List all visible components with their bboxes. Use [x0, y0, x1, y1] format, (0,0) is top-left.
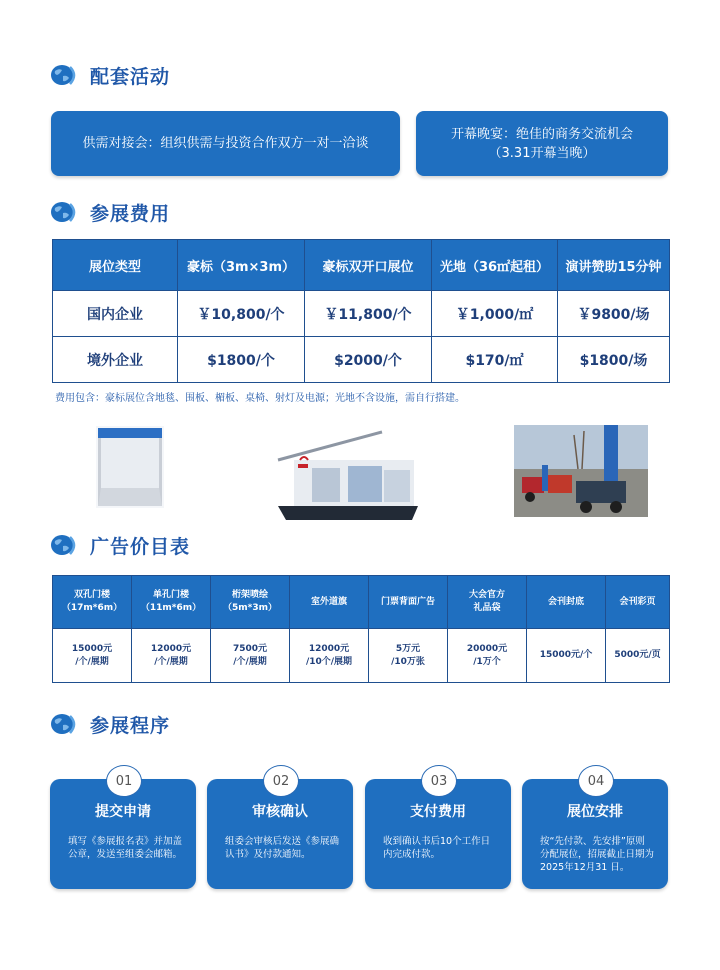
- table-header-cell: 室外道旗: [290, 576, 369, 629]
- table-header-cell: 光地（36㎡起租）: [432, 240, 558, 291]
- table-header-cell: 门票背面广告: [369, 576, 448, 629]
- table-cell: $1800/场: [558, 337, 670, 383]
- table-cell: 5000元/页: [606, 629, 670, 683]
- section-title: 广告价目表: [90, 535, 191, 558]
- table-cell: ￥11,800/个: [305, 291, 432, 337]
- table-cell: [211, 629, 290, 683]
- price-line: /1万个: [473, 656, 501, 667]
- table-cell: 国内企业: [53, 291, 178, 337]
- activity-matchmaking-box: [51, 111, 400, 176]
- table-cell: $170/㎡: [432, 337, 558, 383]
- header-line: 桁架喷绘: [231, 590, 268, 600]
- section-activities-header: [50, 61, 170, 89]
- section-ads-header: [50, 531, 190, 559]
- globe-icon: [50, 713, 78, 735]
- step-number-badge: 02: [263, 765, 299, 797]
- step-title: 提交申请: [95, 804, 151, 820]
- table-header-row: [53, 240, 670, 291]
- table-cell: [132, 629, 211, 683]
- table-header-cell: [448, 576, 527, 629]
- table-row: [53, 629, 670, 683]
- table-header-cell: 展位类型: [53, 240, 178, 291]
- table-cell: $1800/个: [178, 337, 305, 383]
- table-header-cell: [211, 576, 290, 629]
- table-row: [53, 337, 670, 383]
- header-line: 大会官方: [468, 590, 505, 600]
- header-line: 双孔门楼: [73, 590, 110, 600]
- section-procedure-header: [50, 710, 170, 738]
- table-cell: 15000元/个: [527, 629, 606, 683]
- fee-note: 费用包含：豪标展位含地毯、围板、楣板、桌椅、射灯及电源；光地不含设施，需自行搭建。: [55, 393, 465, 404]
- table-header-cell: 会刊彩页: [606, 576, 670, 629]
- price-line: /个/展期: [233, 656, 267, 667]
- header-line: 礼品袋: [473, 603, 501, 613]
- step-description: 填写《参展报名表》并加盖公章，发送至组委会邮箱。: [68, 836, 183, 860]
- price-line: /10个/展期: [305, 656, 353, 667]
- table-header-cell: 豪标双开口展位: [305, 240, 432, 291]
- step-number-badge: 01: [106, 765, 142, 797]
- activity-text: 开幕晚宴：绝佳的商务交流机会: [450, 126, 633, 142]
- section-fees-header: [50, 198, 170, 226]
- header-line: （11m*6m）: [140, 603, 202, 613]
- section-title: 参展程序: [90, 714, 171, 737]
- activity-text: 供需对接会：组织供需与投资合作双方一对一洽谈: [82, 136, 369, 151]
- step-number-badge: 04: [578, 765, 614, 797]
- table-header-cell: [53, 576, 132, 629]
- price-line: 20000元: [466, 643, 508, 654]
- table-header-cell: [132, 576, 211, 629]
- table-cell: [448, 629, 527, 683]
- step-title: 展位安排: [567, 804, 623, 820]
- activity-banquet-box: [416, 111, 668, 176]
- header-line: （17m*6m）: [61, 603, 123, 613]
- step-title: 支付费用: [410, 804, 466, 820]
- table-cell: ￥10,800/个: [178, 291, 305, 337]
- outdoor-exhibition-image: [514, 425, 648, 517]
- step-description: 收到确认书后10个工作日内完成付款。: [383, 836, 491, 860]
- table-cell: ￥9800/场: [558, 291, 670, 337]
- table-cell: [290, 629, 369, 683]
- activity-subtext: （3.31开幕当晚）: [488, 145, 596, 161]
- table-cell: [53, 629, 132, 683]
- table-header-row: [53, 576, 670, 629]
- price-line: /个/展期: [75, 656, 109, 667]
- open-booth-image: [272, 430, 420, 522]
- header-line: 单孔门楼: [152, 590, 189, 600]
- globe-icon: [50, 534, 78, 556]
- table-header-cell: 会刊封底: [527, 576, 606, 629]
- table-row: [53, 291, 670, 337]
- price-line: 12000元: [308, 643, 350, 654]
- price-line: 7500元: [232, 643, 268, 654]
- table-cell: [369, 629, 448, 683]
- ad-price-table: [52, 575, 670, 683]
- section-title: 配套活动: [90, 65, 171, 88]
- section-title: 参展费用: [90, 202, 171, 225]
- step-description: 按“先付款、先安排”原则分配展位，招展截止日期为2025年12月31 日。: [540, 836, 655, 873]
- header-line: （5m*3m）: [223, 603, 277, 613]
- globe-icon: [50, 201, 78, 223]
- globe-icon: [50, 64, 78, 86]
- price-line: 15000元: [71, 643, 113, 654]
- price-line: 12000元: [150, 643, 192, 654]
- price-line: /个/展期: [154, 656, 188, 667]
- fee-table: [52, 239, 670, 383]
- step-description: 组委会审核后发送《参展确认书》及付款通知。: [225, 836, 340, 860]
- table-cell: ￥1,000/㎡: [432, 291, 558, 337]
- table-cell: 境外企业: [53, 337, 178, 383]
- step-number-badge: 03: [421, 765, 457, 797]
- standard-booth-image: [96, 426, 164, 508]
- table-cell: $2000/个: [305, 337, 432, 383]
- table-header-cell: 豪标（3m×3m）: [178, 240, 305, 291]
- step-title: 审核确认: [252, 804, 308, 820]
- price-line: /10万张: [391, 656, 425, 667]
- price-line: 5万元: [395, 643, 421, 654]
- table-header-cell: 演讲赞助15分钟: [558, 240, 670, 291]
